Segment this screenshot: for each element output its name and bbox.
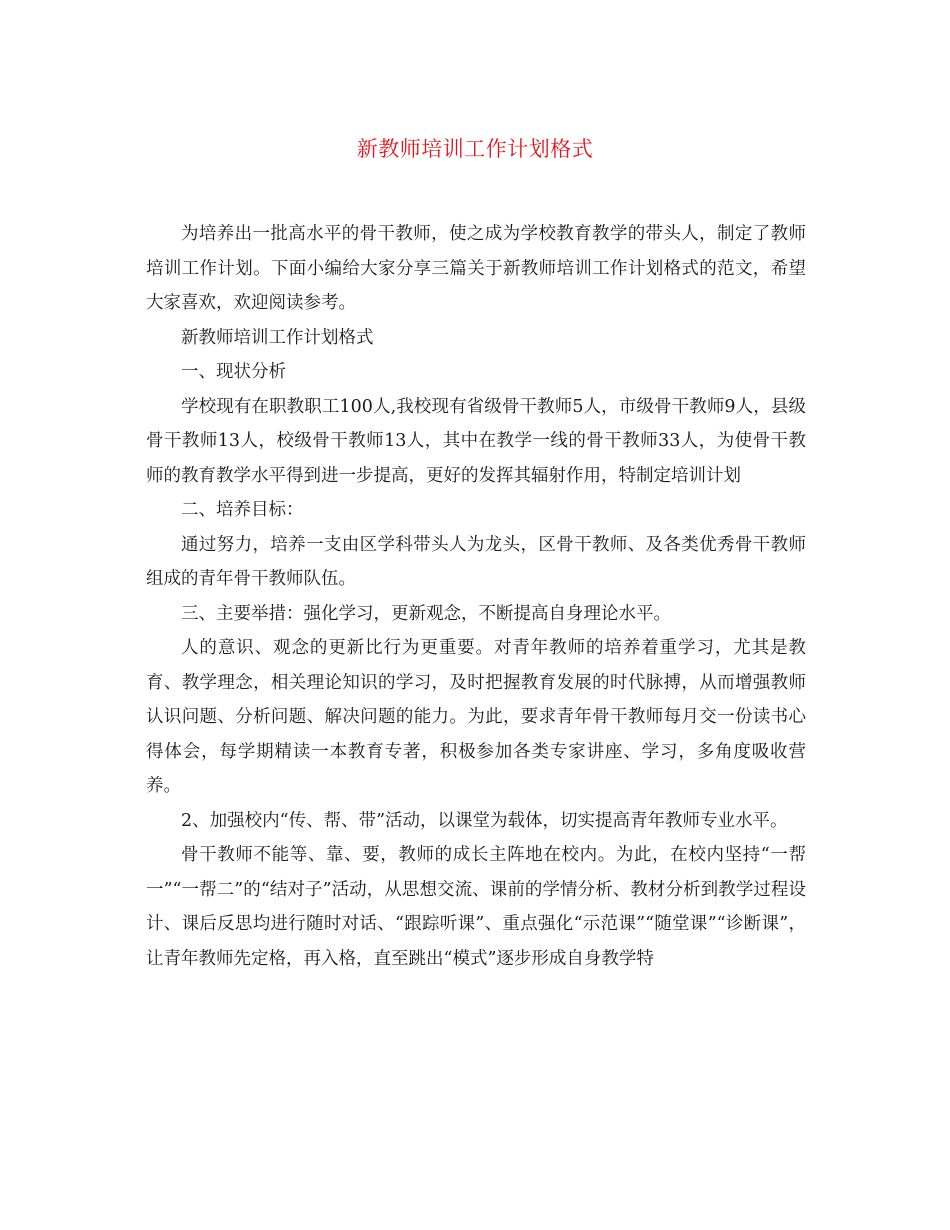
paragraph-status: 学校现有在职教职工100人,我校现有省级骨干教师5人，市级骨干教师9人，县级骨干教师13人，校级骨干教师13人，其中在教学一线的骨干教师33人，为使骨干教师的教育教学水平得到进一步提高，更好的发挥其辐射作用，特制定培训计划 (146, 396, 806, 486)
paragraph-measure-2-heading: 2、加强校内“传、帮、带”活动，以课堂为载体，切实提高青年教师专业水平。 (181, 810, 788, 831)
paragraph-goal: 通过努力，培养一支由区学科带头人为龙头，区骨干教师、及各类优秀骨干教师组成的青年骨干教师队伍。 (146, 534, 806, 589)
paragraph-intro: 为培养出一批高水平的骨干教师，使之成为学校教育教学的带头人，制定了教师培训工作计划。下面小编给大家分享三篇关于新教师培训工作计划格式的范文，希望大家喜欢，欢迎阅读参考。 (146, 224, 806, 313)
section-heading-1: 一、现状分析 (181, 362, 286, 382)
paragraph-subtitle: 新教师培训工作计划格式 (181, 327, 374, 348)
document-body (146, 217, 806, 976)
paragraph-measure-1: 人的意识、观念的更新比行为更重要。对青年教师的培养着重学习，尤其是教育、教学理念，相关理论知识的学习，及时把握教育发展的时代脉搏，从而增强教师认识问题、分析问题、解决问题的能力。为此，要求青年骨干教师每月交一份读书心得体会，每学期精读一本教育专著，积极参加各类专家讲座、学习，多角度吸收营养。 (146, 638, 806, 796)
section-heading-2: 二、培养目标： (181, 500, 304, 520)
paragraph-measure-2: 骨干教师不能等、靠、要，教师的成长主阵地在校内。为此，在校内坚持“一帮一”“一帮二”的“结对子”活动，从思想交流、课前的学情分析、教材分析到教学过程设计、课后反思均进行随时对话、“跟踪听课”、重点强化“示范课”“随堂课”“诊断课”，让青年教师先定格，再入格，直至跳出“模式”逐步形成自身教学特 (146, 845, 806, 969)
section-heading-3: 三、主要举措：强化学习，更新观念，不断提高自身理论水平。 (181, 603, 671, 624)
document-title: 新教师培训工作计划格式 (356, 137, 594, 161)
